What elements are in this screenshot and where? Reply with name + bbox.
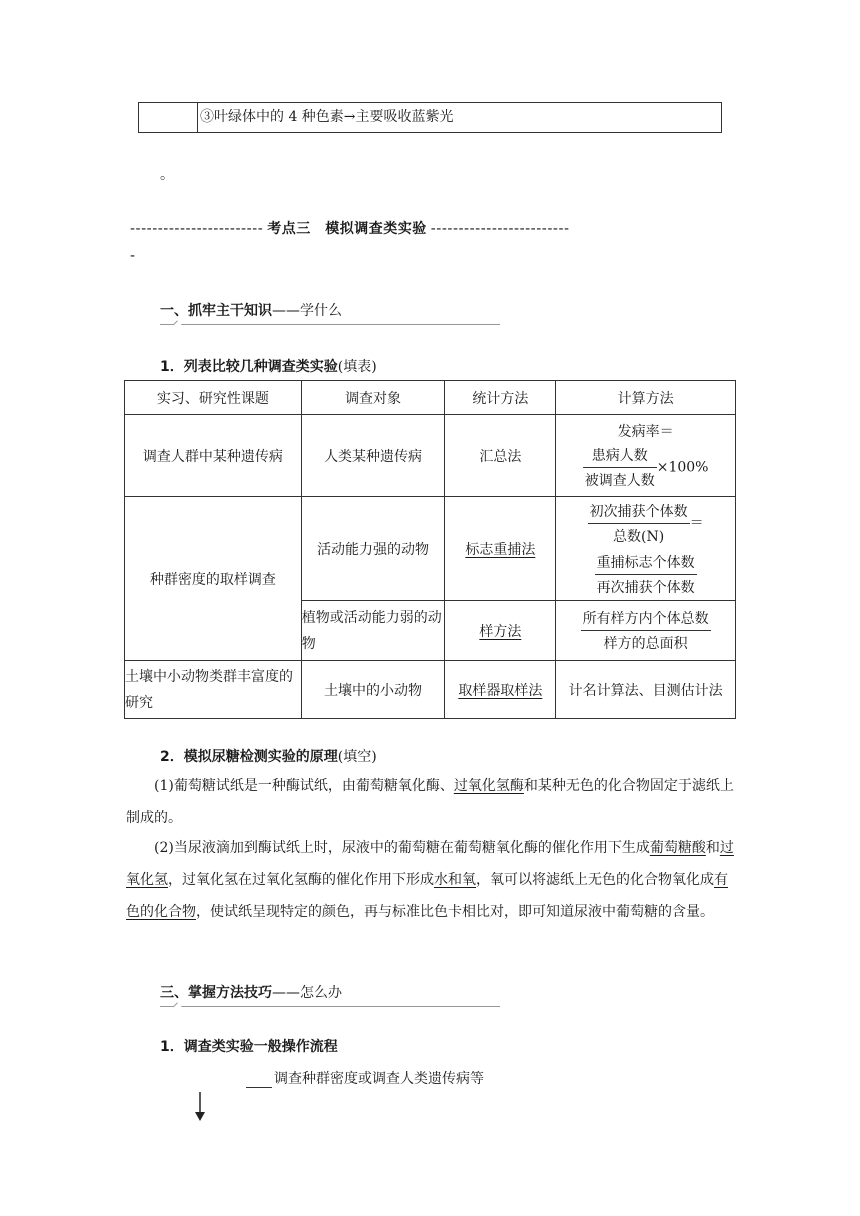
paragraph-1 — [126, 770, 736, 834]
flow-blank — [246, 1073, 272, 1088]
table-row — [125, 661, 736, 719]
row2-method-b — [445, 601, 556, 661]
row1-calc-prefix: 发病率＝ — [617, 424, 674, 440]
row2-frac3-num: 所有样方内个体总数 — [581, 608, 711, 631]
row2-method-b-answer: 样方法 — [479, 623, 522, 640]
para2-answer-3: 水和氧 — [434, 872, 476, 888]
row2-fraction-1 — [588, 501, 690, 546]
para2-answer-4: 有色的化合物 — [126, 872, 728, 920]
table-row — [125, 415, 736, 497]
row2-frac2-num: 重捕标志个体数 — [595, 552, 697, 575]
item2-note: (填空) — [337, 749, 377, 765]
part3-suffix: ——怎么办 — [272, 985, 342, 1001]
section-title: 考点三 模拟调查类实验 — [267, 221, 427, 237]
stray-period: 。 — [160, 167, 174, 183]
para1-text-1: (1)葡萄糖试纸是一种酶试纸，由葡萄糖氧化酶、 — [154, 778, 454, 794]
row2-method-a — [445, 497, 556, 601]
row2-topic: 种群密度的取样调查 — [125, 497, 302, 661]
item1-heading — [160, 356, 377, 376]
section-right-dashes: ------------------------- — [430, 221, 570, 237]
item2-title: 2．模拟尿糖检测实验的原理 — [160, 749, 338, 765]
para2-answer-2: 过氧化氢 — [126, 840, 734, 888]
row2-calc-eq: ＝ — [689, 515, 704, 531]
part1-underline — [160, 318, 500, 325]
top-table-empty-cell — [139, 103, 198, 132]
item3-title: 1．调查类实验一般操作流程 — [160, 1039, 338, 1055]
row2-frac1-den: 总数(N) — [613, 528, 665, 545]
paragraph-2 — [126, 832, 736, 928]
row1-method: 汇总法 — [445, 415, 556, 497]
para2-text-3: ，过氧化氢在过氧化氢酶的催化作用下形成 — [168, 872, 434, 888]
para2-text-1: (2)当尿液滴加到酶试纸上时，尿液中的葡萄糖在葡萄糖氧化酶的催化作用下生成 — [154, 840, 650, 856]
flow-step-1 — [246, 1068, 484, 1088]
para2-text-4: ，氧可以将滤纸上无色的化合物氧化成 — [476, 872, 714, 888]
item1-note: (填表) — [337, 359, 377, 375]
section-tail-dash: - — [130, 248, 136, 264]
row2-fraction-3 — [581, 608, 711, 653]
header-topic: 实习、研究性课题 — [125, 381, 302, 415]
row2-calc-b — [556, 601, 736, 661]
part3-underline — [160, 1000, 500, 1007]
row2-object-b: 植物或活动能力弱的动物 — [301, 601, 445, 661]
survey-table — [124, 380, 736, 719]
para2-text-5: ，使试纸呈现特定的颜色，再与标准比色卡相比对，即可知道尿液中葡萄糖的含量。 — [196, 904, 714, 920]
row2-calc-a — [556, 497, 736, 601]
row1-object: 人类某种遗传病 — [301, 415, 445, 497]
header-object: 调查对象 — [301, 381, 445, 415]
part1-title: 一、抓牢主干知识 — [160, 303, 272, 319]
row3-method-answer: 取样器取样法 — [458, 682, 543, 699]
row2-method-a-answer: 标志重捕法 — [465, 541, 536, 558]
header-calc: 计算方法 — [556, 381, 736, 415]
table-header-row — [125, 381, 736, 415]
row2-frac3-den: 样方的总面积 — [603, 636, 688, 652]
part1-heading — [160, 300, 342, 320]
item1-title: 1．列表比较几种调查类实验 — [160, 359, 338, 375]
row3-topic: 土壤中小动物类群丰富度的研究 — [125, 661, 302, 719]
row2-fraction-2 — [595, 552, 697, 597]
row1-frac-num: 患病人数 — [583, 445, 657, 468]
para1-text-2: 和某种无色的化合物固定于滤纸上制成的。 — [126, 778, 734, 826]
para2-text-2: 和 — [705, 840, 720, 856]
row3-method — [445, 661, 556, 719]
down-arrow-icon — [192, 1092, 208, 1122]
table-row — [125, 497, 736, 601]
row1-frac-den: 被调查人数 — [584, 473, 655, 489]
part3-heading — [160, 982, 342, 1002]
section-header — [130, 218, 740, 238]
para1-answer-1: 过氧化氢酶 — [453, 778, 524, 794]
flow-step-1-text: 调查种群密度或调查人类遗传病等 — [274, 1071, 484, 1087]
row1-calc-suffix: ×100% — [656, 459, 709, 476]
row1-topic: 调查人群中某种遗传病 — [125, 415, 302, 497]
row3-calc: 计名计算法、目测估计法 — [556, 661, 736, 719]
row3-object: 土壤中的小动物 — [301, 661, 445, 719]
para2-answer-1: 葡萄糖酸 — [649, 840, 706, 856]
top-table — [138, 102, 722, 133]
part3-title: 三、掌握方法技巧 — [160, 985, 272, 1001]
top-table-text-cell: ③叶绿体中的 4 种色素→主要吸收蓝紫光 — [200, 109, 454, 125]
header-method: 统计方法 — [445, 381, 556, 415]
item2-heading — [160, 746, 377, 766]
row1-fraction — [583, 445, 657, 490]
row2-object-a: 活动能力强的动物 — [301, 497, 445, 601]
section-left-dashes: ------------------------ — [130, 221, 264, 237]
part1-suffix: ——学什么 — [272, 303, 342, 319]
row1-calc — [556, 415, 736, 497]
row2-frac2-den: 再次捕获个体数 — [596, 579, 695, 596]
row2-frac1-num: 初次捕获个体数 — [588, 501, 690, 524]
item3-heading — [160, 1036, 338, 1056]
